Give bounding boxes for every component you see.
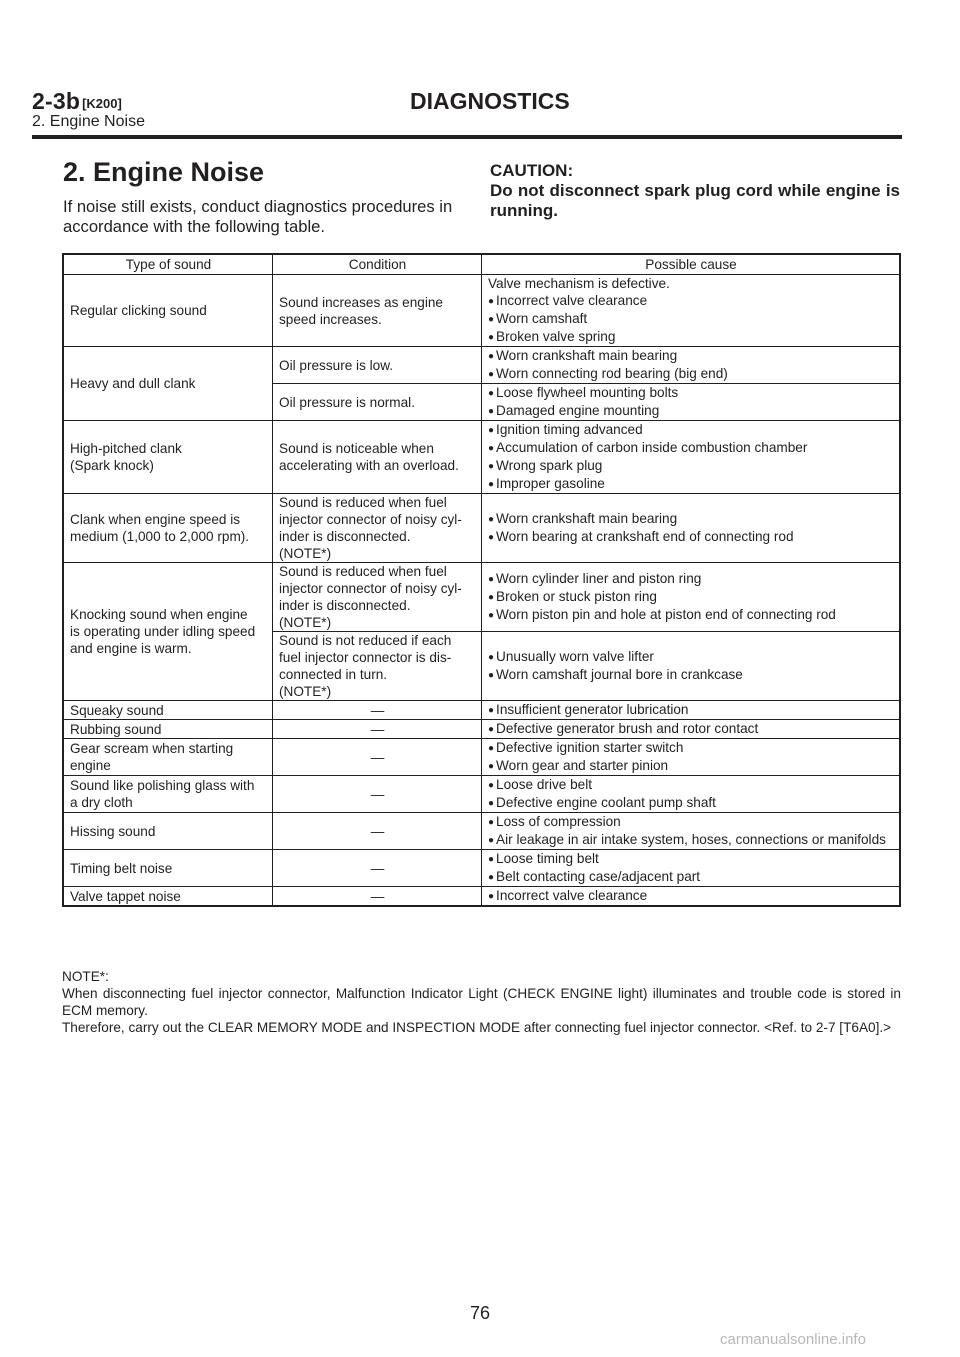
table-row [63,563,900,632]
bullet-icon: ● [488,652,495,663]
cell-possible-cause [482,494,901,563]
note-block [62,968,901,1036]
bullet-icon: ● [488,872,495,883]
header-rule [32,135,902,139]
cell-possible-cause [482,887,901,907]
table-row [63,275,900,347]
cause-text: Worn crankshaft main bearing [496,511,678,526]
condition-line: Oil pressure is low. [279,357,394,373]
cause-text: Loose drive belt [496,777,593,792]
cause-item [488,310,894,328]
cell-possible-cause [482,701,901,720]
bullet-icon: ● [488,610,495,621]
cause-item [488,365,894,383]
condition-line: — [370,888,385,904]
cell-possible-cause [482,776,901,813]
cause-item [488,457,894,475]
cause-item [488,813,894,831]
cell-condition [273,421,482,494]
condition-line: accelerating with an overload. [279,458,459,473]
condition-line: — [370,702,385,718]
bullet-icon: ● [488,817,495,828]
sound-type-line: a dry cloth [70,795,133,810]
cell-sound-type [63,739,273,776]
cause-intro: Valve mechanism is defective. [488,276,670,291]
table-row [63,701,900,720]
bullet-icon: ● [488,761,495,772]
sound-type-line: engine [70,758,111,773]
cell-sound-type [63,850,273,887]
cause-item [488,606,894,624]
table-row [63,813,900,850]
condition-line: (NOTE*) [279,615,332,630]
condition-line: speed increases. [279,311,382,327]
sound-type-line: High-pitched clank [70,441,182,456]
bullet-icon: ● [488,724,495,735]
bullet-icon: ● [488,854,495,865]
bullet-icon: ● [488,479,495,490]
condition-line: — [370,749,385,765]
cause-text: Worn crankshaft main bearing [496,348,678,363]
cell-sound-type [63,347,273,421]
cause-text: Loose timing belt [496,851,599,866]
cell-condition [273,813,482,850]
bullet-icon: ● [488,406,495,417]
header-type: Type of sound [63,254,273,275]
table-row [63,850,900,887]
cause-text: Worn piston pin and hole at piston end of connecting rod [496,607,836,622]
cause-text: Worn gear and starter pinion [496,758,669,773]
condition-line: connected in turn. [279,667,388,682]
condition-line: — [370,786,385,802]
cause-text: Worn connecting rod bearing (big end) [496,366,728,381]
cause-text: Worn camshaft journal bore in crankcase [496,667,743,682]
condition-line: Sound is reduced when fuel [279,495,447,510]
cause-item [488,887,894,905]
cell-condition [273,347,482,384]
cause-text: Insufficient generator lubrication [496,702,689,717]
cell-sound-type [63,275,273,347]
sound-type-line: Heavy and dull clank [70,376,196,391]
bullet-icon: ● [488,592,495,603]
bullet-icon: ● [488,443,495,454]
cell-sound-type [63,563,273,701]
bullet-icon: ● [488,296,495,307]
cause-text: Accumulation of carbon inside combustion chamber [496,440,808,455]
cell-possible-cause [482,850,901,887]
cell-condition [273,739,482,776]
bullet-icon: ● [488,332,495,343]
table-row [63,421,900,494]
table-row [63,776,900,813]
table-row [63,739,900,776]
sound-type-line: Hissing sound [70,823,156,839]
sound-type-line: Clank when engine speed is [70,512,241,527]
cell-possible-cause [482,739,901,776]
header-subtitle: 2. Engine Noise [32,113,145,130]
cell-possible-cause [482,563,901,632]
caution-label: CAUTION: [490,161,574,180]
cause-item [488,421,894,439]
cause-text: Defective engine coolant pump shaft [496,795,716,810]
bullet-icon: ● [488,369,495,380]
sound-type-line: Valve tappet noise [70,888,181,904]
page-number: 76 [469,1303,491,1323]
cause-text: Damaged engine mounting [496,403,660,418]
cause-text: Unusually worn valve lifter [496,649,654,664]
condition-line: (NOTE*) [279,546,332,561]
intro-text: If noise still exists, conduct diagnostics procedures in accordance with the following table. [63,197,453,236]
cell-sound-type [63,720,273,739]
bullet-icon: ● [488,388,495,399]
cell-condition [273,887,482,907]
table-body [63,275,900,907]
cell-possible-cause [482,275,901,347]
bullet-icon: ● [488,891,495,902]
cause-text: Incorrect valve clearance [496,888,648,903]
cell-possible-cause [482,813,901,850]
cause-text: Defective ignition starter switch [496,740,684,755]
sound-type-line: Squeaky sound [70,702,164,718]
cause-item [488,868,894,886]
cell-sound-type [63,887,273,907]
sound-type-line: Regular clicking sound [70,303,207,318]
condition-line: inder is disconnected. [279,598,411,613]
sound-type-line: Knocking sound when engine [70,607,248,622]
sound-type-line: Sound like polishing glass with [70,778,255,793]
engine-noise-table [62,253,901,907]
cause-item [488,570,894,588]
table-row [63,887,900,907]
table-header-row [63,254,900,275]
bullet-icon: ● [488,705,495,716]
cause-item [488,510,894,528]
cause-item [488,475,894,493]
sound-type-line: is operating under idling speed [70,624,256,639]
caution-box [490,161,900,221]
condition-line: Sound is noticeable when [279,441,434,456]
cause-item [488,528,894,546]
table-row [63,494,900,563]
condition-line: Sound is not reduced if each [279,633,452,648]
bullet-icon: ● [488,351,495,362]
bullet-icon: ● [488,461,495,472]
cause-item [488,292,894,310]
condition-line: Oil pressure is normal. [279,394,415,410]
cell-possible-cause [482,632,901,701]
cause-item [488,794,894,812]
condition-line: injector connector of noisy cyl- [279,581,462,596]
note-label: NOTE*: [62,969,109,984]
cause-item [488,739,894,757]
watermark: carmanualsonline.info [720,1331,866,1348]
cell-condition [273,720,482,739]
sound-type-line: Rubbing sound [70,721,162,737]
cause-text: Worn camshaft [496,311,588,326]
condition-line: inder is disconnected. [279,529,411,544]
cause-text: Broken valve spring [496,329,616,344]
condition-line: Sound increases as engine [279,294,443,310]
cause-text: Incorrect valve clearance [496,293,648,308]
cause-item [488,328,894,346]
page-header [32,88,122,115]
cell-possible-cause [482,720,901,739]
note-line-2: Therefore, carry out the CLEAR MEMORY MODE and INSPECTION MODE after connecting fuel injector connector. <Ref. to 2-7 [T6A0].> [62,1020,892,1035]
bullet-icon: ● [488,780,495,791]
cause-item [488,701,894,719]
sound-type-line: Timing belt noise [70,860,173,876]
condition-line: fuel injector connector is dis- [279,650,452,665]
cause-text: Defective generator brush and rotor contact [496,721,759,736]
cause-item [488,666,894,684]
header-condition: Condition [273,254,482,275]
sound-type-line: and engine is warm. [70,641,192,656]
header-title: DIAGNOSTICS [410,88,570,114]
cause-item [488,720,894,738]
cell-sound-type [63,421,273,494]
cell-condition [273,632,482,701]
caution-text: Do not disconnect spark plug cord while engine is running. [490,181,900,220]
cause-text: Air leakage in air intake system, hoses, connections or manifolds [496,832,886,847]
cause-text: Improper gasoline [496,476,605,491]
cell-sound-type [63,701,273,720]
cause-text: Loose flywheel mounting bolts [496,385,679,400]
sound-type-line: medium (1,000 to 2,000 rpm). [70,529,250,544]
note-line-1: When disconnecting fuel injector connector, Malfunction Indicator Light (CHECK ENGINE light) illuminates and trouble code is stored in ECM memory. [62,986,901,1018]
cause-item [488,850,894,868]
bullet-icon: ● [488,314,495,325]
condition-line: — [370,721,385,737]
cause-item [488,402,894,420]
cause-item [488,384,894,402]
cell-possible-cause [482,347,901,384]
cause-item [488,831,894,849]
condition-line: — [370,860,385,876]
condition-line: injector connector of noisy cyl- [279,512,462,527]
cause-item [488,439,894,457]
bullet-icon: ● [488,835,495,846]
cell-condition [273,776,482,813]
cell-condition [273,384,482,421]
cell-sound-type [63,813,273,850]
table-row [63,347,900,384]
cause-text: Loss of compression [496,814,621,829]
bullet-icon: ● [488,798,495,809]
section-number: 2-3b [32,88,81,114]
header-cause: Possible cause [482,254,901,275]
cell-condition [273,701,482,720]
section-code: [K200] [82,96,122,111]
cell-condition [273,850,482,887]
cause-text: Wrong spark plug [496,458,603,473]
cause-item [488,648,894,666]
cause-item [488,757,894,775]
bullet-icon: ● [488,532,495,543]
cause-text: Worn bearing at crankshaft end of connecting rod [496,529,794,544]
bullet-icon: ● [488,514,495,525]
condition-line: — [370,823,385,839]
cause-text: Worn cylinder liner and piston ring [496,571,702,586]
bullet-icon: ● [488,574,495,585]
bullet-icon: ● [488,425,495,436]
sound-type-line: (Spark knock) [70,458,154,473]
cell-possible-cause [482,421,901,494]
cause-text: Ignition timing advanced [496,422,643,437]
cell-possible-cause [482,384,901,421]
cell-condition [273,563,482,632]
cell-condition [273,494,482,563]
condition-line: Sound is reduced when fuel [279,564,447,579]
condition-line: (NOTE*) [279,684,332,699]
cause-item [488,588,894,606]
sound-type-line: Gear scream when starting [70,741,234,756]
cell-sound-type [63,494,273,563]
cell-condition [273,275,482,347]
bullet-icon: ● [488,743,495,754]
bullet-icon: ● [488,670,495,681]
table-row [63,720,900,739]
cause-text: Broken or stuck piston ring [496,589,657,604]
cause-item [488,347,894,365]
cell-sound-type [63,776,273,813]
cause-text: Belt contacting case/adjacent part [496,869,701,884]
page-title: 2. Engine Noise [63,157,265,187]
cause-item [488,776,894,794]
